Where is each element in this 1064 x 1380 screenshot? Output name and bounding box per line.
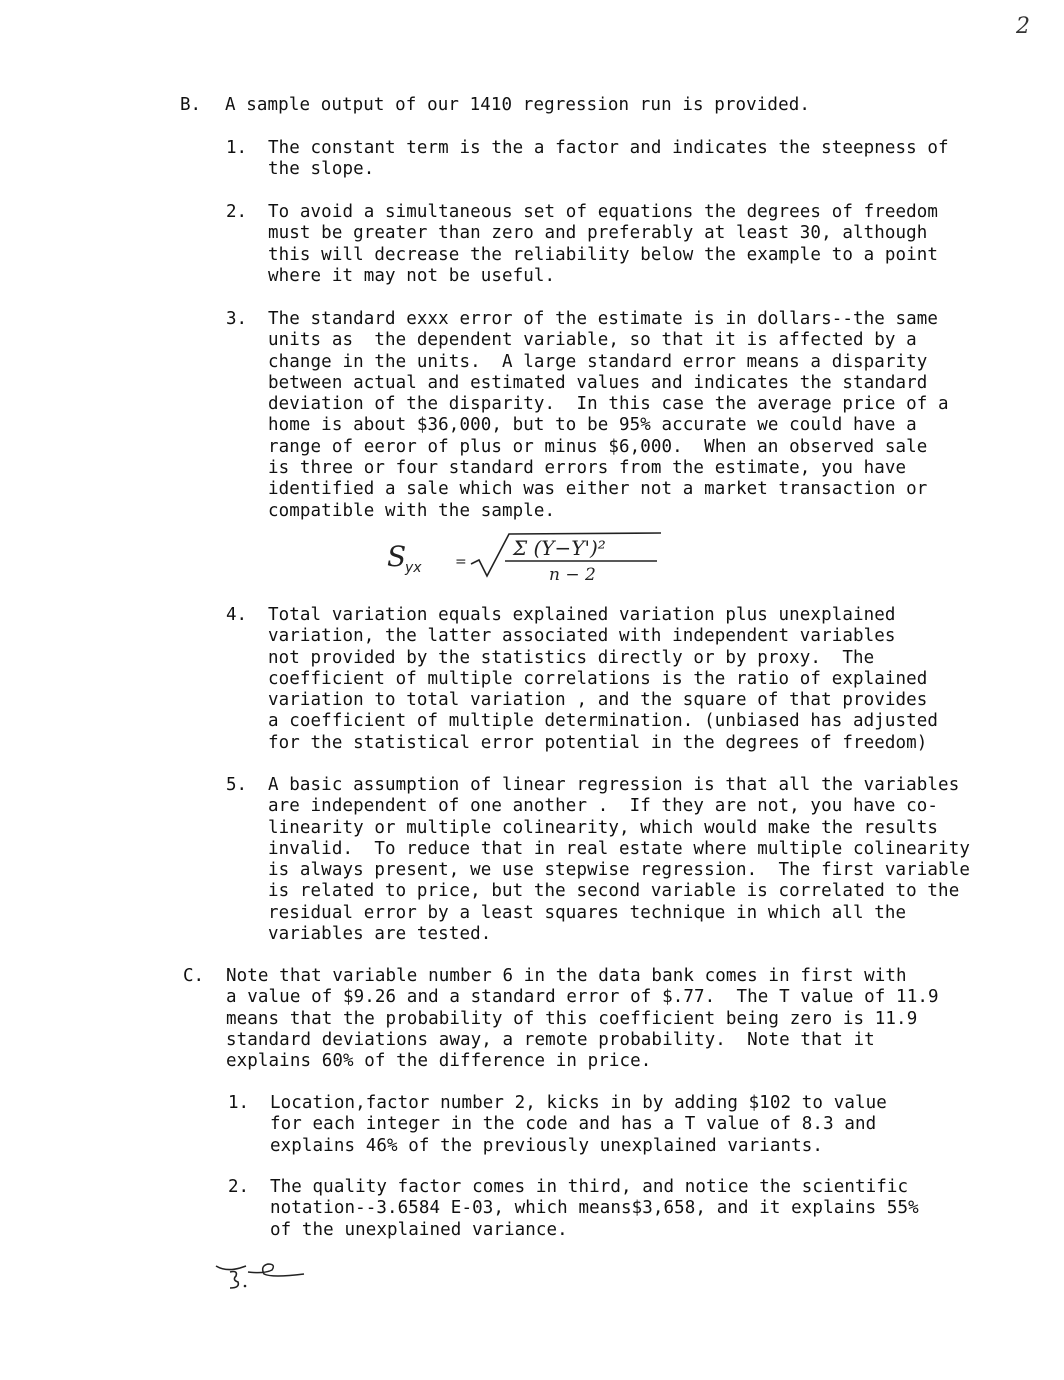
item-c1-label: 1. [228, 1093, 250, 1113]
text-line: notation--3.6584 E-03, which means$3,658, and it explains 55% [270, 1198, 919, 1219]
text-line: compatible with the sample. [268, 500, 556, 521]
text-line: coefficient of multiple correlations is the ratio of explained [268, 668, 928, 689]
text-line: is related to price, but the second variable is correlated to the [268, 881, 960, 902]
item-c2-label: 2. [228, 1177, 250, 1197]
text-line: The constant term is the a factor and indicates the steepness of [268, 138, 949, 158]
formula-numerator: Σ (Y−Y')² [513, 536, 606, 560]
text-line: Location,factor number 2, kicks in by adding $102 to value [270, 1093, 887, 1113]
formula-denominator: n − 2 [549, 565, 596, 585]
text-line: range of eeror of plus or minus $6,000. When an observed sale [268, 436, 928, 457]
item-c2-text [270, 1177, 919, 1241]
text-line: not provided by the statistics directly or by proxy. The [268, 647, 875, 668]
formula-lhs: S [387, 540, 407, 573]
text-line: standard deviations away, a remote probability. Note that it [226, 1029, 875, 1050]
item-b4-label: 4. [226, 605, 248, 625]
item-b2-text [268, 202, 938, 287]
text-line: of the unexplained variance. [270, 1219, 568, 1240]
formula-equals: = [455, 554, 467, 570]
handwritten-note [212, 1256, 312, 1292]
text-line: the slope. [268, 159, 375, 180]
text-line: variation to total variation , and the square of that provides [268, 690, 928, 711]
text-line: explains 46% of the previously unexplained variants. [270, 1135, 824, 1156]
text-line: are independent of one another . If they are not, you have co- [268, 796, 939, 817]
text-line: change in the units. A large standard error means a disparity [268, 351, 928, 372]
text-line: a value of $9.26 and a standard error of $.77. The T value of 11.9 [226, 987, 939, 1008]
item-b1-text [268, 138, 949, 181]
text-line: where it may not be useful. [268, 265, 556, 286]
text-line: identified a sale which was either not a market transaction or [268, 479, 928, 500]
item-b3-label: 3. [226, 309, 248, 329]
text-line: invalid. To reduce that in real estate where multiple colinearity [268, 838, 970, 859]
text-line: this will decrease the reliability below the example to a point [268, 244, 939, 265]
item-b1-label: 1. [226, 138, 248, 158]
text-line: a coefficient of multiple determination. (unbiased has adjusted [268, 711, 939, 732]
text-line: for the statistical error potential in the degrees of freedom) [268, 732, 928, 753]
text-line: between actual and estimated values and indicates the standard [268, 372, 928, 393]
item-b5-label: 5. [226, 775, 248, 795]
text-line: The quality factor comes in third, and notice the scientific [270, 1177, 909, 1197]
item-b2-label: 2. [226, 202, 248, 222]
text-line: deviation of the disparity. In this case the average price of a [268, 394, 949, 415]
formula-subscript: yx [405, 560, 422, 576]
text-line: A sample output of our 1410 regression run is provided. [225, 95, 810, 115]
standard-error-formula [383, 530, 673, 590]
text-line: To avoid a simultaneous set of equations the degrees of freedom [268, 202, 939, 222]
text-line: is three or four standard errors from the estimate, you have [268, 458, 907, 479]
text-line: linearity or multiple colinearity, which would make the results [268, 817, 939, 838]
text-line: The standard exxx error of the estimate is in dollars--the same [268, 309, 939, 329]
section-b-label: B. [180, 95, 202, 115]
text-line: must be greater than zero and preferably at least 30, although [268, 223, 928, 244]
section-c-text [226, 966, 939, 1072]
text-line: for each integer in the code and has a T value of 8.3 and [270, 1114, 877, 1135]
text-line: residual error by a least squares technique in which all the [268, 902, 907, 923]
text-line: explains 60% of the difference in price. [226, 1051, 652, 1072]
text-line: is always present, we use stepwise regression. The first variable [268, 860, 970, 881]
text-line: variables are tested. [268, 924, 492, 945]
text-line: means that the probability of this coefficient being zero is 11.9 [226, 1008, 918, 1029]
item-c1-text [270, 1093, 887, 1157]
text-line: Note that variable number 6 in the data bank comes in first with [226, 966, 907, 986]
item-b5-text [268, 775, 970, 945]
text-line: home is about $36,000, but to be 95% accurate we could have a [268, 415, 917, 436]
page-number: 2 [1016, 14, 1030, 39]
text-line: A basic assumption of linear regression is that all the variables [268, 775, 960, 795]
text-line: units as the dependent variable, so that it is affected by a [268, 330, 917, 351]
text-line: Total variation equals explained variation plus unexplained [268, 605, 896, 625]
text-line: variation, the latter associated with independent variables [268, 626, 896, 647]
item-b4-text [268, 605, 938, 754]
section-c-label: C. [183, 966, 205, 986]
item-b3-text [268, 309, 949, 522]
section-b-intro [225, 95, 810, 116]
